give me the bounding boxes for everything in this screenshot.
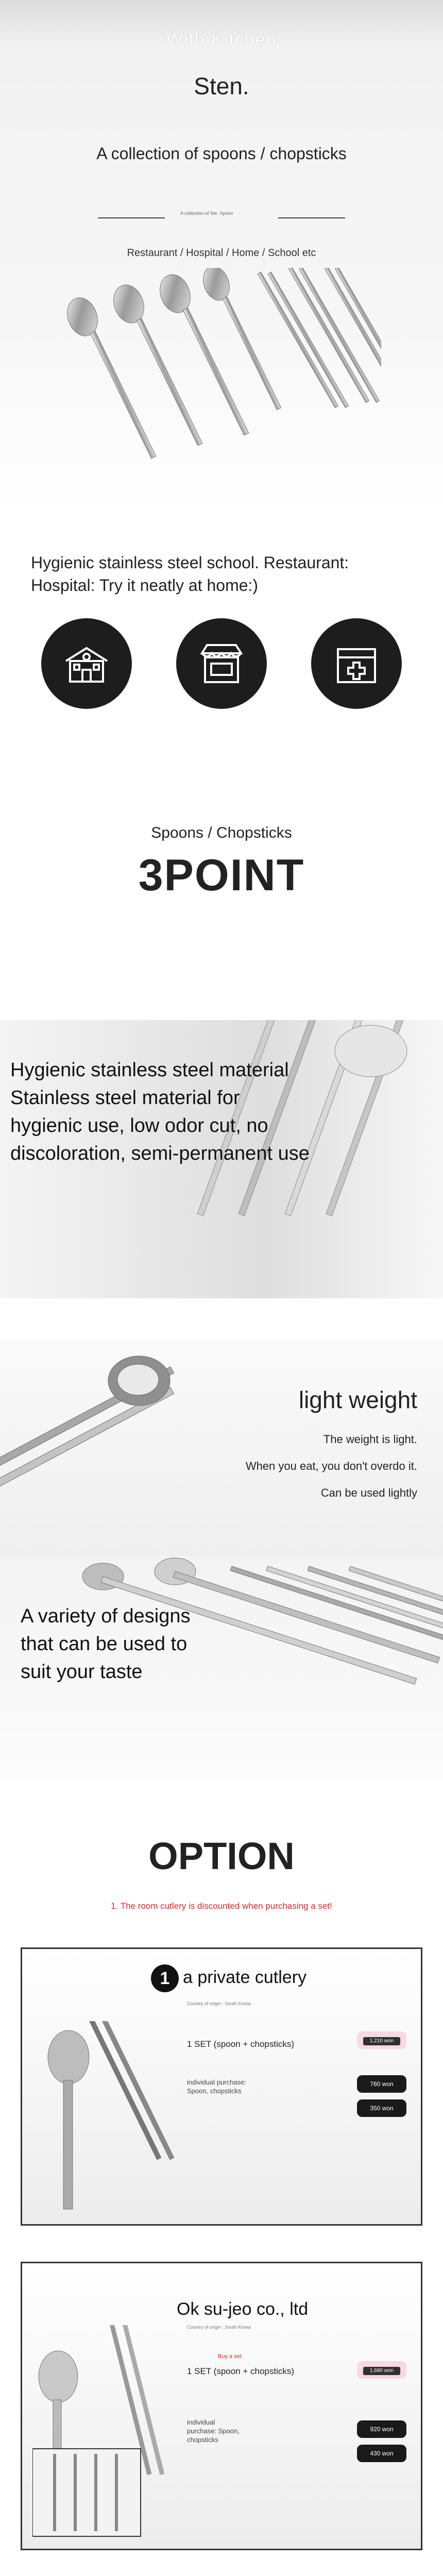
caption-rule (98, 210, 345, 226)
number-badge: 1 (151, 1964, 179, 1992)
card-2-title-text: Ok su-jeo co., ltd (177, 2299, 309, 2319)
card-2-set-price[interactable] (357, 2361, 406, 2379)
point-light-weight-section (0, 1340, 443, 1556)
light-weight-line-3: Can be used lightly (320, 1486, 417, 1499)
card-1-title-text: a private cutlery (183, 1967, 306, 1987)
light-weight-line-2: When you eat, you don't overdo it. (245, 1460, 417, 1472)
card-1-set-price[interactable] (357, 2031, 406, 2049)
designs-text (21, 1602, 191, 1686)
card-1-individual: individual purchase: Spoon, chopsticks (187, 2078, 246, 2095)
brand-kicker: With Kitchen (166, 30, 277, 49)
point-hygienic-section (0, 1020, 443, 1298)
card-2-set-label: 1 SET (spoon + chopsticks) (187, 2366, 295, 2376)
card-1-set-label: 1 SET (spoon + chopsticks) (187, 2039, 295, 2049)
point-designs-section (0, 1556, 443, 1777)
option-section (0, 1777, 443, 2576)
designs-line-2: that can be used to (21, 1633, 188, 1655)
option-title: OPTION (148, 1835, 295, 1877)
designs-line-1: A variety of designs (21, 1605, 191, 1627)
small-caption: A collection of Ste. Spoon (180, 211, 233, 216)
three-point-section (0, 804, 443, 1020)
hero-subtitle: A collection of spoons / chopsticks (96, 144, 347, 163)
card-2-individual: individual purchase: Spoon, chopsticks (187, 2418, 240, 2444)
brand-name: Sten. (194, 73, 249, 99)
card-2-chopsticks-price[interactable]: 430 won (357, 2445, 406, 2462)
usage-places: Restaurant / Hospital / Home / School etc (127, 247, 316, 259)
card-1-chopsticks-price[interactable]: 350 won (357, 2099, 406, 2117)
hygiene-line-1: Hygienic stainless steel school. Restaurant: (31, 553, 349, 572)
hygiene-line-2: Hospital: Try it neatly at home:) (31, 576, 259, 595)
option-card-1[interactable] (21, 1947, 422, 2226)
card-1-spoon-price[interactable]: 760 won (357, 2075, 406, 2093)
hospital-icon (311, 618, 402, 709)
three-point-title: 3POINT (138, 851, 305, 900)
hygiene-text (31, 551, 349, 597)
price-text: 1,680 won (363, 2367, 400, 2375)
restaurant-icon (176, 618, 267, 709)
hygienic-line-1: Hygienic stainless steel material (10, 1059, 289, 1081)
light-weight-line-1: The weight is light. (323, 1433, 417, 1446)
designs-line-3: suit your taste (21, 1661, 143, 1683)
option-card-2[interactable] (21, 2262, 422, 2550)
card-1-caption: Country of origin : South Korea (187, 2001, 251, 2006)
school-icon (41, 618, 132, 709)
card-2-caption: Country of origin : South Korea (187, 2325, 251, 2330)
card-1-title (151, 1964, 306, 1992)
hygienic-line-2: Stainless steel material for (10, 1087, 240, 1109)
price-text: 1,210 won (363, 2037, 400, 2045)
option-note: 1. The room cutlery is discounted when purchasing a set! (111, 1901, 332, 1911)
hygienic-line-3: hygienic use, low odor cut, no (10, 1115, 268, 1137)
spoon-chopsticks-illustration (62, 268, 381, 484)
card-2-spoon-price[interactable]: 920 won (357, 2420, 406, 2438)
hero-section (0, 0, 443, 515)
light-weight-text (246, 1386, 417, 1506)
hygienic-text (10, 1056, 310, 1167)
card-1-cutlery-photo (38, 2021, 254, 2217)
light-weight-title: light weight (298, 1386, 417, 1413)
card-2-title (177, 2299, 308, 2319)
divider-left (98, 217, 165, 218)
divider-right (278, 217, 345, 218)
three-point-subtitle: Spoons / Chopsticks (151, 824, 292, 841)
hygiene-section (0, 515, 443, 804)
card-2-buy-note: Buy a set (218, 2353, 242, 2360)
card-2-cutlery-photo (32, 2325, 187, 2541)
hygienic-line-4: discoloration, semi-permanent use (10, 1143, 310, 1164)
